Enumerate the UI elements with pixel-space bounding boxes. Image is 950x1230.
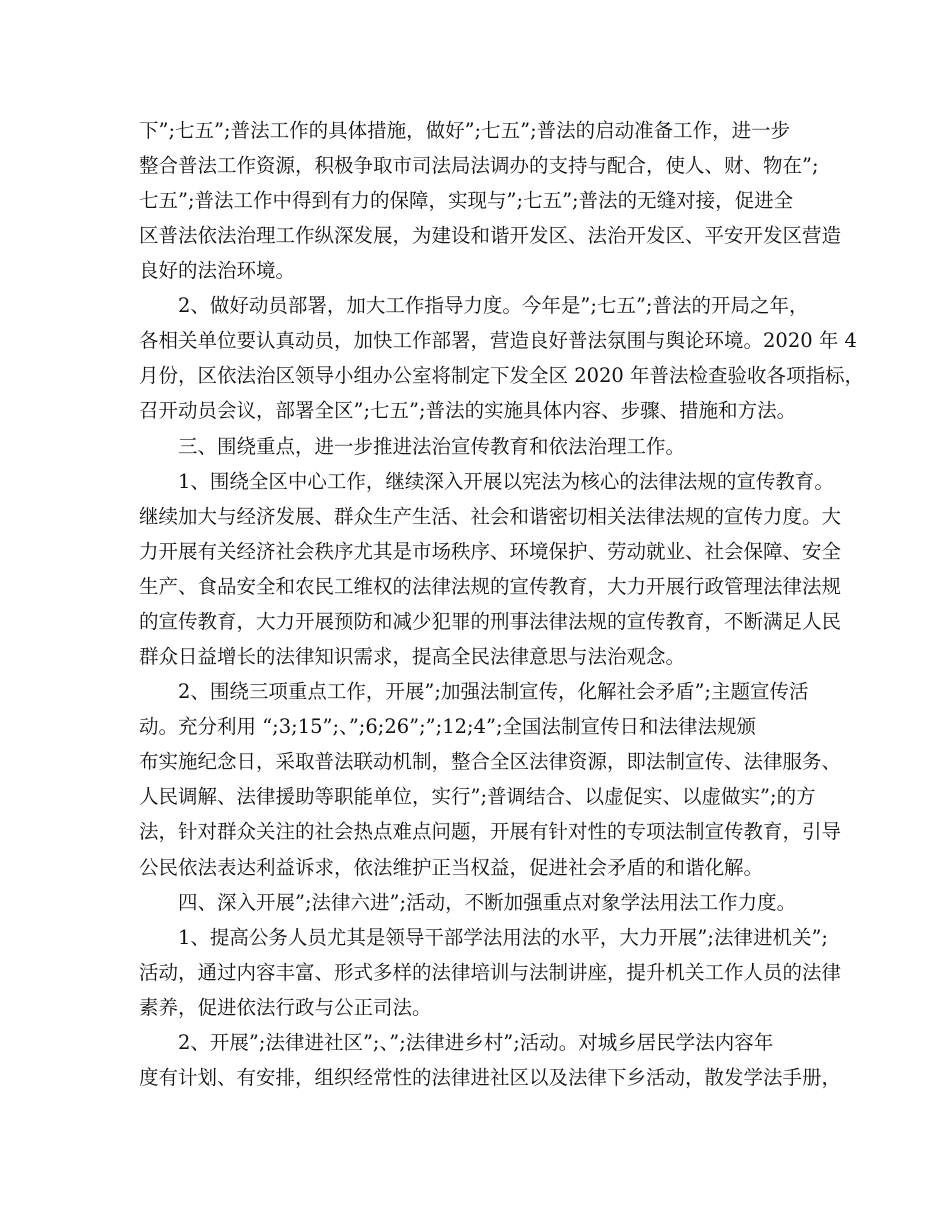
text-line: 区普法依法治理工作纵深发展，为建设和谐开发区、法治开发区、平安开发区营造 xyxy=(139,224,842,247)
text-line: 生产、食品安全和农民工维权的法律法规的宣传教育，大力开展行政管理法律法规 xyxy=(139,575,842,598)
text-line: 活动，通过内容丰富、形式多样的法律培训与法制讲座，提升机关工作人员的法律 xyxy=(139,961,842,984)
text-line: 整合普法工作资源，积极争取市司法局法调办的支持与配合，使人、财、物在”; xyxy=(139,154,819,177)
text-line: 素养，促进依法行政与公正司法。 xyxy=(139,996,432,1019)
text-line: 群众日益增长的法律知识需求，提高全民法律意思与法治观念。 xyxy=(139,645,686,668)
text-line: 2、开展”;法律进社区”;、”;法律进乡村”;活动。对城乡居民学法内容年 xyxy=(178,1031,774,1054)
text-line: 各相关单位要认真动员，加快工作部署，营造良好普法氛围与舆论环境。2020 年 4 xyxy=(139,329,857,352)
text-line: 七五”;普法工作中得到有力的保障，实现与”;七五”;普法的无缝对接，促进全 xyxy=(139,189,794,212)
text-line: 下”;七五”;普法工作的具体措施，做好”;七五”;普法的启动准备工作，进一步 xyxy=(139,119,791,142)
text-line: 力开展有关经济社会秩序尤其是市场秩序、环境保护、劳动就业、社会保障、安全 xyxy=(139,540,842,563)
text-line: 公民依法表达利益诉求，依法维护正当权益，促进社会矛盾的和谐化解。 xyxy=(139,856,764,879)
text-line: 人民调解、法律援助等职能单位，实行”;普调结合、以虚促实、以虚做实”;的方 xyxy=(139,785,816,808)
text-line: 1、提高公务人员尤其是领导干部学法用法的水平，大力开展”;法律进机关”; xyxy=(178,926,828,949)
section-heading: 四、深入开展”;法律六进”;活动，不断加强重点对象学法用法工作力度。 xyxy=(178,891,797,914)
text-line: 召开动员会议，部署全区”;七五”;普法的实施具体内容、步骤、措施和方法。 xyxy=(139,399,797,422)
section-heading: 三、围绕重点，进一步推进法治宣传教育和依法治理工作。 xyxy=(178,435,686,458)
text-line: 良好的法治环境。 xyxy=(139,259,296,282)
text-line: 布实施纪念日，采取普法联动机制，整合全区法律资源，即法制宣传、法律服务、 xyxy=(139,750,842,773)
text-line: 1、围绕全区中心工作，继续深入开展以宪法为核心的法律法规的宣传教育。 xyxy=(178,470,834,493)
text-line: 度有计划、有安排，组织经常性的法律进社区以及法律下乡活动，散发学法手册， xyxy=(139,1066,842,1089)
text-line: 动。充分利用 “;3;15”;、”;6;26”;”;12;4”;全国法制宣传日和法律法规颁 xyxy=(139,715,757,738)
text-line: 月份，区依法治区领导小组办公室将制定下发全区 2020 年普法检查验收各项指标， xyxy=(139,364,865,387)
text-line: 的宣传教育，大力开展预防和减少犯罪的刑事法律法规的宣传教育，不断满足人民 xyxy=(139,610,842,633)
text-line: 2、围绕三项重点工作，开展”;加强法制宣传，化解社会矛盾”;主题宣传活 xyxy=(178,680,809,703)
text-line: 2、做好动员部署，加大工作指导力度。今年是”;七五”;普法的开局之年， xyxy=(178,294,809,317)
text-line: 法，针对群众关注的社会热点难点问题，开展有针对性的专项法制宣传教育，引导 xyxy=(139,820,842,843)
text-line: 继续加大与经济发展、群众生产生活、社会和谐密切相关法律法规的宣传力度。大 xyxy=(139,505,842,528)
